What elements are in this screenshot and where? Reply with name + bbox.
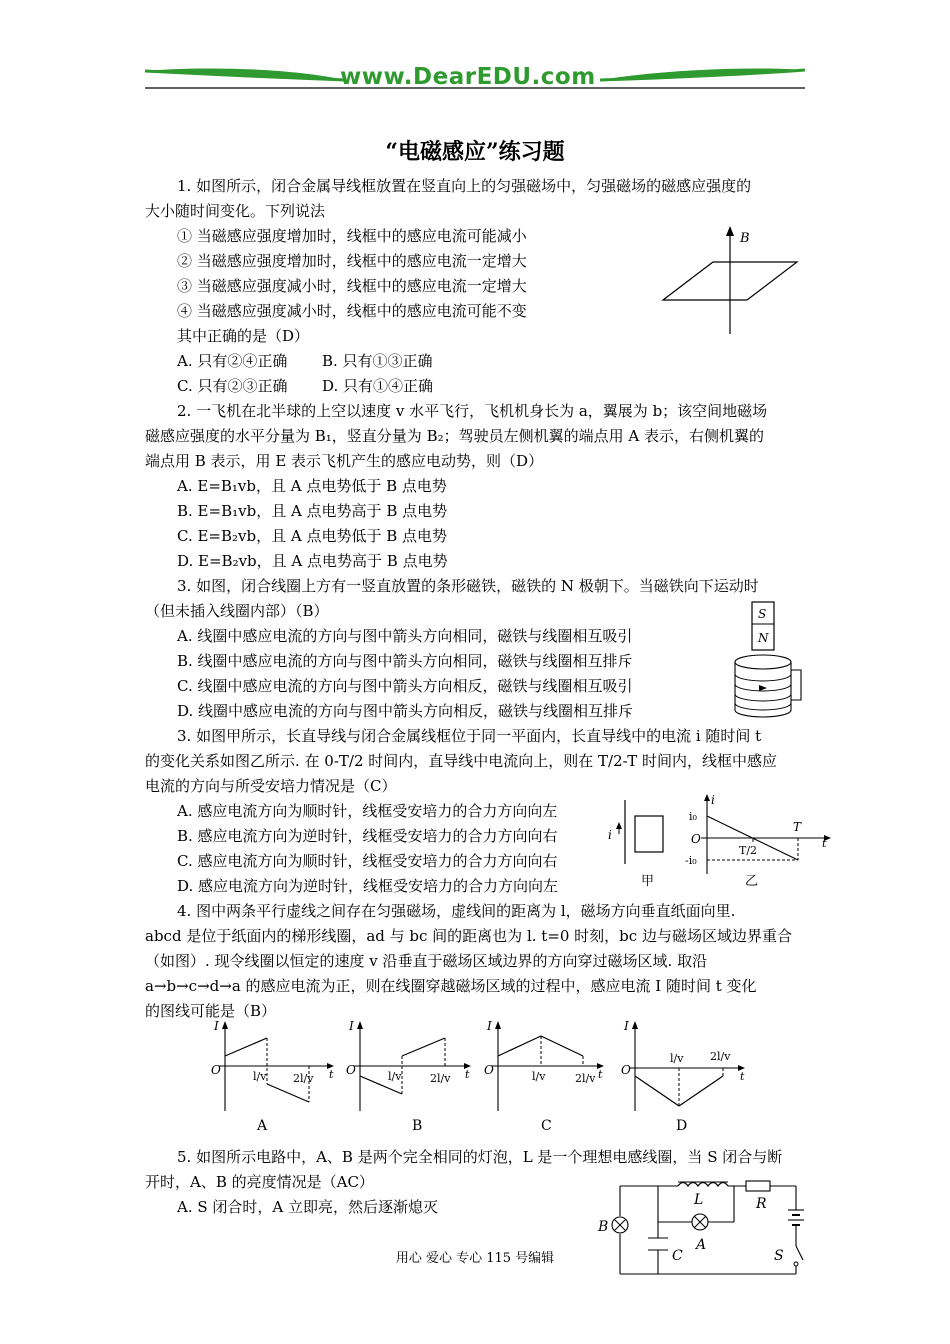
q1-option-a: A. 只有②④正确 xyxy=(177,352,288,370)
q4-graph-c-caption: C xyxy=(541,1118,552,1134)
q3-figure-magnet-coil xyxy=(725,600,807,722)
q4-graph-a-y-label: I xyxy=(214,1019,219,1033)
q4-line-5: 的图线可能是（B） xyxy=(145,1002,277,1020)
q2-option-c: C. E=B₂vb，且 A 点电势低于 B 点电势 xyxy=(177,527,448,545)
q3b-figure-wire-current-label: i xyxy=(608,828,612,842)
q4-graph-c-origin: O xyxy=(484,1063,494,1077)
q2-option-d: D. E=B₂vb，且 A 点电势高于 B 点电势 xyxy=(177,552,448,570)
q1-stem-1: 1. 如图所示，闭合金属导线框放置在竖直向上的匀强磁场中，匀强磁场的磁感应强度的 xyxy=(177,177,752,195)
q3b-figure-jia-label: 甲 xyxy=(641,874,655,889)
q3b-figure-half-period-label: T/2 xyxy=(739,844,758,857)
q4-graph-d-y-label: I xyxy=(624,1019,629,1033)
q3-line-1: 3. 如图，闭合线圈上方有一竖直放置的条形磁铁，磁铁的 N 极朝下。当磁铁向下运动时 xyxy=(177,577,759,595)
q4-graph-b-caption: B xyxy=(412,1118,423,1134)
q2-option-b: B. E=B₁vb，且 A 点电势高于 B 点电势 xyxy=(177,502,448,520)
q1-option-c: C. 只有②③正确 xyxy=(177,377,288,395)
q3b-option-d: D. 感应电流方向为逆时针，线框受安培力的合力方向向左 xyxy=(177,877,559,895)
q3b-figure-y-axis-label: i xyxy=(711,793,715,807)
q4-line-1: 4. 图中两条平行虚线之间存在匀强磁场，虚线间的距离为 l，磁场方向垂直纸面向里. xyxy=(177,902,736,920)
q3-line-2: （但未插入线圈内部）（B） xyxy=(145,602,329,620)
q3b-option-b: B. 感应电流方向为逆时针，线框受安培力的合力方向向右 xyxy=(177,827,558,845)
q2-line-1: 2. 一飞机在北半球的上空以速度 v 水平飞行，飞机机身长为 a，翼展为 b；该空间地磁场 xyxy=(177,402,768,420)
q4-graph-a-tick-lv: l/v xyxy=(253,1070,267,1083)
q3-figure-s-label: S xyxy=(758,607,767,621)
q4-graph-b-origin: O xyxy=(346,1063,356,1077)
q1-statement-1: ① 当磁感应强度增加时，线框中的感应电流可能减小 xyxy=(177,227,527,245)
q3b-figure-t-period-label: T xyxy=(793,820,802,834)
q1-statement-2: ② 当磁感应强度增加时，线框中的感应电流一定增大 xyxy=(177,252,527,270)
q1-figure-frame-in-field xyxy=(655,222,815,337)
q4-graph-d xyxy=(621,1019,745,1134)
site-logo[interactable]: www.DearEDU.com xyxy=(340,64,596,90)
q4-line-2: abcd 是位于纸面内的梯形线圈，ad 与 bc 间的距离也为 l. t=0 时刻，bc 边与磁场区域边界重合 xyxy=(145,927,792,945)
q4-graph-c-tick-lv: l/v xyxy=(532,1070,546,1083)
q3b-option-a: A. 感应电流方向为顺时针，线框受安培力的合力方向向左 xyxy=(177,802,558,820)
q4-graph-d-origin: O xyxy=(621,1063,631,1077)
q3-option-d: D. 线圈中感应电流的方向与图中箭头方向相反，磁铁与线圈相互排斥 xyxy=(177,702,634,720)
q3b-option-c: C. 感应电流方向为顺时针，线框受安培力的合力方向向右 xyxy=(177,852,558,870)
q5-resistor-label: R xyxy=(756,1196,767,1212)
q4-graph-c xyxy=(484,1019,604,1134)
q4-graph-a-caption: A xyxy=(257,1118,268,1134)
q4-graph-a xyxy=(211,1019,334,1134)
q2-line-2: 磁感应强度的水平分量为 B₁，竖直分量为 B₂；驾驶员左侧机翼的端点用 A 表示，右侧机翼的 xyxy=(145,427,764,445)
q1-statement-4: ④ 当磁感应强度减小时，线框中的感应电流可能不变 xyxy=(177,302,527,320)
q4-graph-b-y-label: I xyxy=(349,1019,354,1033)
q3-option-a: A. 线圈中感应电流的方向与图中箭头方向相同，磁铁与线圈相互吸引 xyxy=(177,627,633,645)
q3-option-c: C. 线圈中感应电流的方向与图中箭头方向相反，磁铁与线圈相互吸引 xyxy=(177,677,633,695)
page-footer: 用心 爱心 专心 115 号编辑 xyxy=(395,1251,555,1266)
q4-graph-b-x-label: t xyxy=(465,1068,470,1081)
q4-graph-c-y-label: I xyxy=(487,1019,492,1033)
q4-graph-a-tick-2lv: 2l/v xyxy=(293,1072,314,1085)
q2-line-3: 端点用 B 表示，用 E 表示飞机产生的感应电动势，则（D） xyxy=(145,452,544,470)
q1-option-d: D. 只有①④正确 xyxy=(322,377,434,395)
q3b-line-1: 3. 如图甲所示，长直导线与闭合金属线框位于同一平面内，长直导线中的电流 i 随时间 t xyxy=(177,727,762,745)
q5-line-1: 5. 如图所示电路中，A、B 是两个完全相同的灯泡，L 是一个理想电感线圈，当 S 闭合与断 xyxy=(177,1148,783,1166)
q3b-figure-origin-label: O xyxy=(691,832,701,846)
q4-graph-b xyxy=(346,1019,471,1134)
q4-graph-a-x-label: t xyxy=(329,1068,334,1081)
page-title: “电磁感应”练习题 xyxy=(385,139,565,165)
q4-graphs xyxy=(205,1016,760,1136)
q3b-figure-yi-label: 乙 xyxy=(745,874,759,889)
q5-lamp-b-label: B xyxy=(598,1219,609,1235)
q3-option-b: B. 线圈中感应电流的方向与图中箭头方向相同，磁铁与线圈相互排斥 xyxy=(177,652,633,670)
q3b-figure xyxy=(603,792,835,892)
q1-stem-2: 大小随时间变化。下列说法 xyxy=(145,202,326,220)
q3b-figure-x-axis-label: t xyxy=(822,837,827,850)
q1-option-b: B. 只有①③正确 xyxy=(322,352,433,370)
q1-answer: 其中正确的是（D） xyxy=(177,327,310,345)
q5-switch-label: S xyxy=(774,1248,784,1264)
q5-line-2: 开时，A、B 的亮度情况是（AC） xyxy=(145,1173,374,1191)
q5-inductor-label: L xyxy=(694,1192,704,1208)
q3b-line-2: 的变化关系如图乙所示. 在 0-T/2 时间内，直导线中电流向上，则在 T/2-T 时间内，线框中感应 xyxy=(145,752,777,770)
q2-option-a: A. E=B₁vb，且 A 点电势低于 B 点电势 xyxy=(177,477,447,495)
q4-graph-d-x-label: t xyxy=(740,1070,745,1083)
q4-graph-b-tick-2lv: 2l/v xyxy=(430,1072,451,1085)
q4-graph-c-x-label: t xyxy=(598,1068,603,1081)
q4-graph-d-caption: D xyxy=(676,1118,688,1134)
q3b-figure-i0-label: i₀ xyxy=(689,810,697,823)
q1-statement-3: ③ 当磁感应强度减小时，线框中的感应电流一定增大 xyxy=(177,277,527,295)
q4-line-3: （如图）. 现令线圈以恒定的速度 v 沿垂直于磁场区域边界的方向穿过磁场区域. 取沿 xyxy=(145,952,708,970)
q4-graph-d-tick-lv: l/v xyxy=(670,1052,684,1065)
q3-figure-n-label: N xyxy=(758,631,769,645)
q5-lamp-a-label: A xyxy=(696,1237,707,1253)
q5-capacitor-label: C xyxy=(672,1248,683,1264)
q3b-figure-neg-i0-label: -i₀ xyxy=(685,854,697,867)
q3b-line-3: 电流的方向与所受安培力情况是（C） xyxy=(145,777,397,795)
q5-option-a: A. S 闭合时，A 立即亮，然后逐渐熄灭 xyxy=(177,1198,439,1216)
q4-graph-a-origin: O xyxy=(211,1063,221,1077)
q4-graph-d-tick-2lv: 2l/v xyxy=(710,1050,731,1063)
q1-figure-b-label: B xyxy=(740,231,750,246)
q4-line-4: a→b→c→d→a 的感应电流为正，则在线圈穿越磁场区域的过程中，感应电流 I 随时间 t 变化 xyxy=(145,977,757,995)
q4-graph-b-tick-lv: l/v xyxy=(388,1070,402,1083)
q4-graph-c-tick-2lv: 2l/v xyxy=(575,1072,596,1085)
